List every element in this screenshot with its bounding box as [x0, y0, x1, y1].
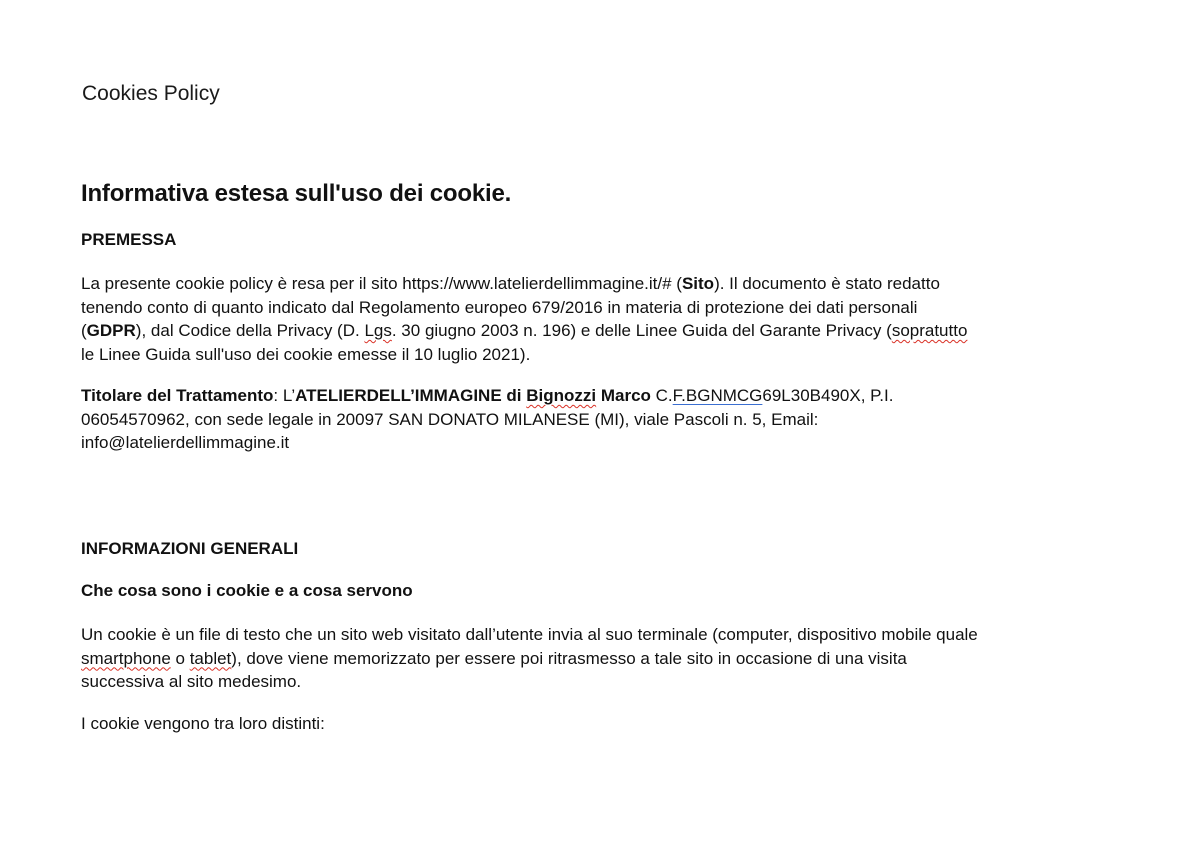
company-name: Marco	[596, 386, 651, 405]
cookie-line-1: Un cookie è un file di testo che un sito web visitato dall’utente invia al suo terminale (computer, dispositivo mobile quale	[81, 625, 978, 644]
cookie-line-2	[81, 647, 1121, 671]
company-name: ATELIERDELL’IMMAGINE di	[295, 386, 527, 405]
text-run: La presente cookie policy è resa per il sito https://www.latelierdellimmagine.it/# (	[81, 274, 682, 293]
premessa-paragraph	[81, 272, 1121, 366]
text-run: . 30 giugno 2003 n. 196) e delle Linee Guida del Garante Privacy (	[391, 321, 892, 340]
titolare-line-1	[81, 384, 1121, 408]
spelling-flag: tablet	[189, 648, 232, 668]
informazioni-heading: INFORMAZIONI GENERALI	[81, 539, 299, 558]
titolare-line-2: 06054570962, con sede legale in 20097 SAN DONATO MILANESE (MI), viale Pascoli n. 5, Email:	[81, 409, 819, 429]
cookie-line-3: successiva al sito medesimo.	[81, 672, 302, 691]
spelling-flag: sopratutto	[891, 321, 968, 340]
titolare-email: info@latelierdellimmagine.it	[81, 433, 290, 452]
text-run: ). Il documento è stato redatto	[714, 274, 940, 293]
text-run: o	[170, 648, 190, 668]
document-title: Cookies Policy	[82, 82, 220, 105]
premessa-line-2: tenendo conto di quanto indicato dal Regolamento europeo 679/2016 in materia di protezione dei dati personali	[81, 297, 918, 317]
titolare-label: Titolare del Trattamento	[81, 386, 274, 405]
grammar-flag: F.BGNMCG	[672, 386, 763, 405]
premessa-heading: PREMESSA	[81, 230, 177, 249]
cookie-paragraph	[81, 623, 1121, 694]
cookie-subheading: Che cosa sono i cookie e a cosa servono	[81, 581, 413, 600]
gdpr-label: GDPR	[86, 321, 136, 340]
spelling-flag: Lgs	[364, 321, 392, 340]
text-run: ), dove viene memorizzato per essere poi ritrasmesso a tale sito in occasione di una visita	[231, 648, 907, 668]
spelling-flag: smartphone	[81, 648, 171, 668]
premessa-line-1	[81, 272, 1121, 296]
text-run: 69L30B490X, P.I.	[762, 386, 894, 405]
spelling-flag: Bignozzi	[526, 386, 597, 405]
text-run: : L’	[273, 386, 296, 405]
cookie-types-intro: I cookie vengono tra loro distinti:	[81, 714, 325, 733]
text-run: C.	[650, 386, 673, 405]
titolare-paragraph	[81, 384, 1121, 455]
premessa-line-4: le Linee Guida sull'uso dei cookie emesse il 10 luglio 2021).	[81, 344, 531, 364]
main-heading: Informativa estesa sull'uso dei cookie.	[81, 180, 512, 207]
text-run: ), dal Codice della Privacy (D.	[135, 321, 365, 340]
premessa-line-3	[81, 319, 1121, 343]
text-run: (	[81, 321, 87, 340]
site-label: Sito	[681, 274, 715, 293]
